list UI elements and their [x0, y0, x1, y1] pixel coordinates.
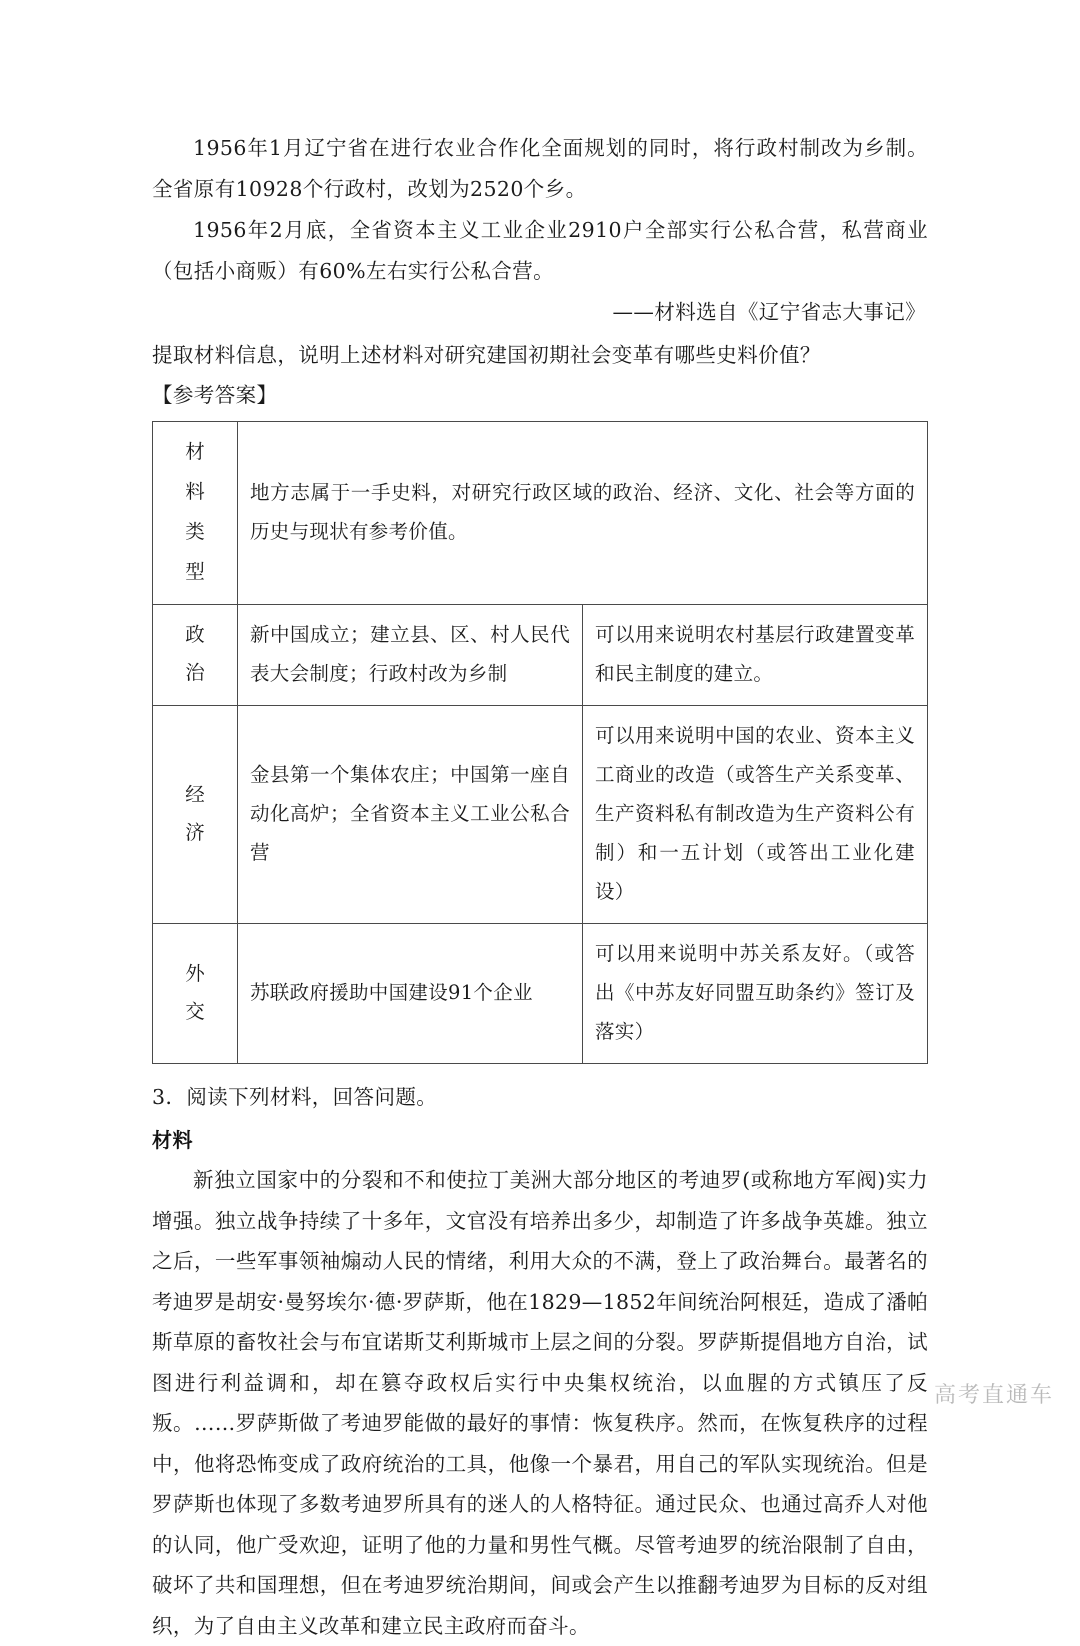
- material-body: 新独立国家中的分裂和不和使拉丁美洲大部分地区的考迪罗(或称地方军阀)实力增强。独立战争持续了十多年，文官没有培养出多少，却制造了许多战争英雄。独立之后，一些军事领袖煽动人民的情绪，利用大众的不满，登上了政治舞台。最著名的考迪罗是胡安·曼努埃尔·德·罗萨斯，他在1829—1852年间统治阿根廷，造成了潘帕斯草原的畜牧社会与布宜诺斯艾利斯城市上层之间的分裂。罗萨斯提倡地方自治，试图进行利益调和，却在篡夺政权后实行中央集权统治，以血腥的方式镇压了反叛。……罗萨斯做了考迪罗能做的最好的事情：恢复秩序。然而，在恢复秩序的过程中，他将恐怖变成了政府统治的工具，他像一个暴君，用自己的军队实现统治。但是罗萨斯也体现了多数考迪罗所具有的迷人的人格特征。通过民众、也通过高乔人对他的认同，他广受欢迎，证明了他的力量和男性气概。尽管考迪罗的统治限制了自由，破坏了共和国理想，但在考迪罗统治期间，间或会产生以推翻考迪罗为目标的反对组织，为了自由主义改革和建立民主政府而奋斗。: [152, 1168, 928, 1638]
- cell-text: 苏联政府援助中国建设91个企业: [250, 981, 533, 1004]
- label-char: 料: [185, 480, 205, 503]
- row-middle-diplomacy: [238, 924, 583, 1064]
- question-number-line: 3．阅读下列材料，回答问题。: [152, 1085, 438, 1109]
- row-right-economy: [583, 706, 928, 924]
- cell-text: 可以用来说明中国的农业、资本主义工商业的改造（或答生产关系变革、生产资料私有制改造为生产资料公有制）和一五计划（或答出工业化建设）: [595, 724, 915, 903]
- label-char: 济: [185, 820, 205, 844]
- cell-text: 地方志属于一手史料，对研究行政区域的政治、经济、文化、社会等方面的历史与现状有参考价值。: [250, 481, 915, 543]
- label-char: 政: [185, 623, 205, 646]
- answer-header: 【参考答案】: [152, 383, 278, 407]
- label-char: 交: [185, 999, 205, 1023]
- material-heading: 材料: [152, 1128, 193, 1152]
- table-row: [153, 422, 928, 605]
- watermark: 高考直通车: [933, 1383, 1054, 1408]
- source-attribution: ——材料选自《辽宁省志大事记》: [612, 300, 926, 324]
- row-middle-politics: [238, 605, 583, 706]
- table-row: [153, 605, 928, 706]
- row-right-politics: [583, 605, 928, 706]
- intro-paragraph-1: 1956年1月辽宁省在进行农业合作化全面规划的同时，将行政村制改为乡制。全省原有10928个行政村，改划为2520个乡。: [152, 136, 928, 201]
- row-label-economy: [153, 706, 238, 924]
- label-char: 治: [185, 661, 205, 684]
- label-char: 外: [185, 961, 205, 985]
- row-middle-economy: [238, 706, 583, 924]
- intro-paragraph-2: 1956年2月底，全省资本主义工业企业2910户全部实行公私合营，私营商业（包括小商贩）有60%左右实行公私合营。: [152, 218, 928, 283]
- answer-table: [152, 421, 928, 1064]
- label-char: 型: [185, 560, 205, 583]
- cell-text: 新中国成立；建立县、区、村人民代表大会制度；行政村改为乡制: [250, 623, 570, 685]
- label-char: 类: [185, 520, 205, 543]
- label-char: 经: [185, 782, 205, 806]
- row-content-material-type: [238, 422, 928, 605]
- row-right-diplomacy: [583, 924, 928, 1064]
- cell-text: 金县第一个集体农庄；中国第一座自动化高炉；全省资本主义工业公私合营: [250, 763, 570, 864]
- document-content: [152, 128, 928, 1646]
- cell-text: 可以用来说明农村基层行政建置变革和民主制度的建立。: [595, 623, 915, 685]
- row-label-material-type: [153, 422, 238, 605]
- label-char: 材: [185, 440, 205, 463]
- table-row: [153, 706, 928, 924]
- question-prompt: 提取材料信息，说明上述材料对研究建国初期社会变革有哪些史料价值？: [152, 343, 821, 367]
- row-label-diplomacy: [153, 924, 238, 1064]
- table-row: [153, 924, 928, 1064]
- cell-text: 可以用来说明中苏关系友好。（或答出《中苏友好同盟互助条约》签订及落实）: [595, 942, 915, 1043]
- row-label-politics: [153, 605, 238, 706]
